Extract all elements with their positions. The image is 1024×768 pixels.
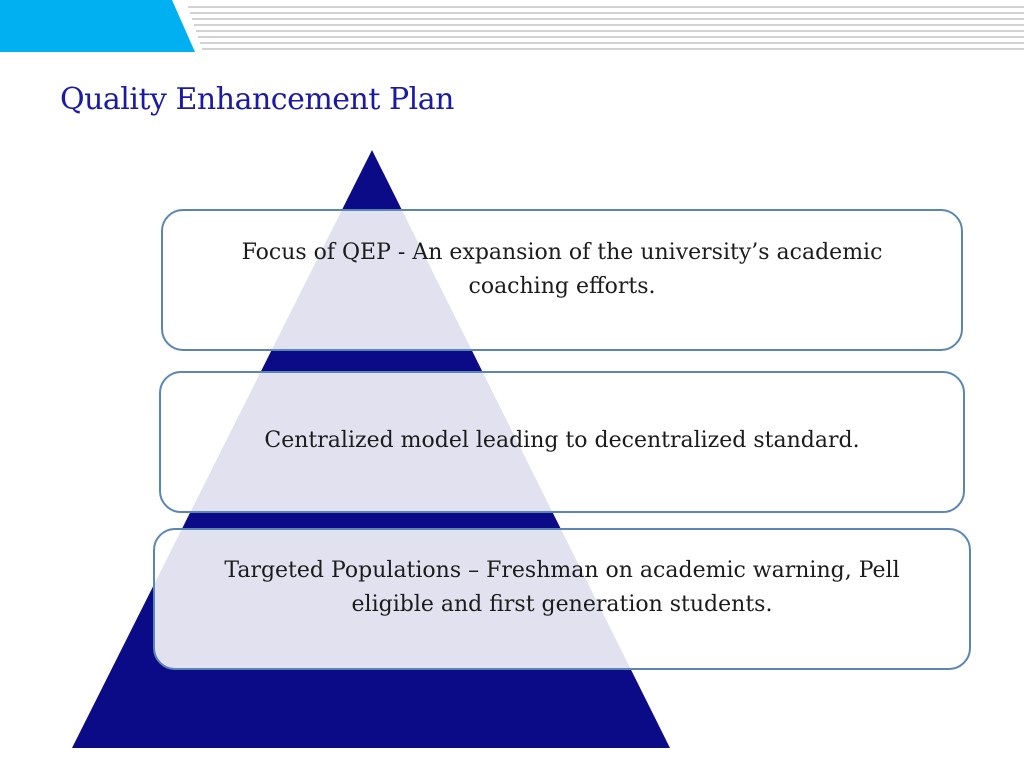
centralized-model-text: Centralized model leading to decentralized standard. [264,428,860,453]
slide-title: Quality Enhancement Plan [60,82,454,117]
centralized-model-box [159,371,965,513]
targeted-populations-text: Targeted Populations – Freshman on academic warning, Pell eligible and first generation students. [224,558,900,617]
targeted-populations-box [153,528,971,670]
header-blue-band [0,0,195,52]
header-stripes [188,7,1024,49]
qep-focus-text: Focus of QEP - An expansion of the university’s academic coaching efforts. [241,240,883,299]
qep-focus-box [161,209,963,351]
